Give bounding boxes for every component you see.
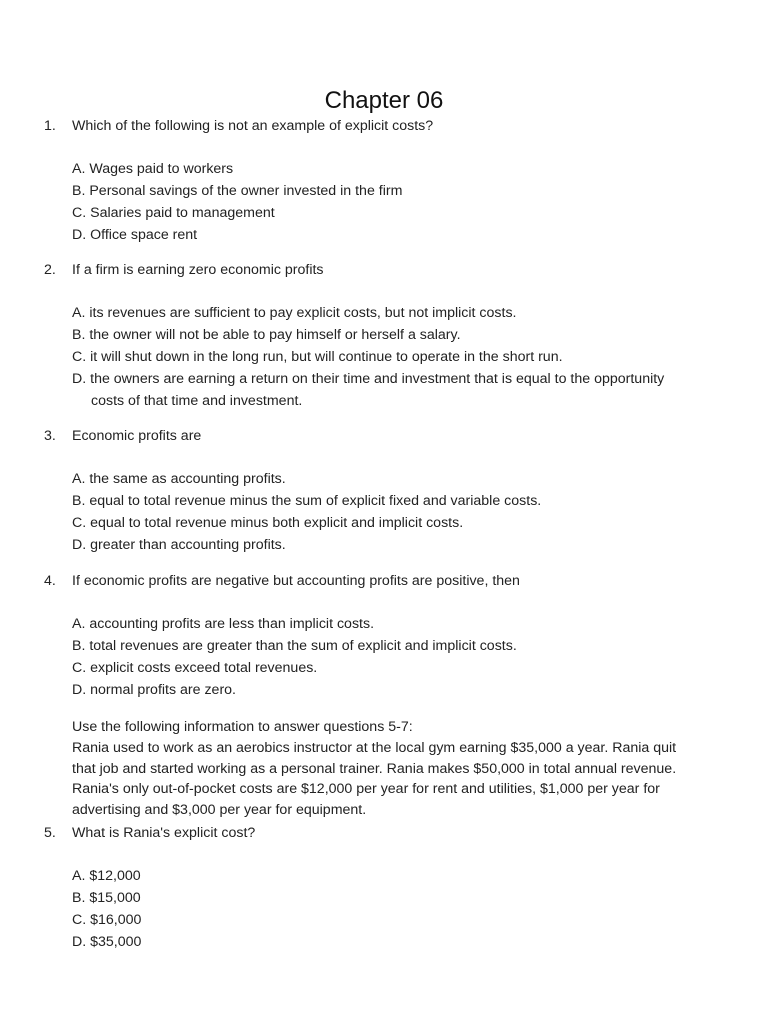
option-d: D. normal profits are zero. — [72, 682, 237, 698]
option-b: B. Personal savings of the owner invested in the firm — [72, 183, 403, 199]
option-d — [0, 368, 712, 412]
info-line: advertising and $3,000 per year for equipment. — [72, 802, 367, 819]
option-a: A. its revenues are sufficient to pay explicit costs, but not implicit costs. — [72, 305, 517, 321]
option-a: A. accounting profits are less than implicit costs. — [72, 616, 375, 632]
question-number: 2. — [44, 262, 56, 278]
option-a: A. $12,000 — [72, 868, 141, 884]
info-line: that job and started working as a personal trainer. Rania makes $50,000 in total annual revenue. — [72, 760, 677, 777]
option-d: D. Office space rent — [72, 227, 198, 243]
answer-options — [0, 158, 768, 246]
info-line: Rania's only out-of-pocket costs are $12,000 per year for rent and utilities, $1,000 per year for — [72, 781, 660, 798]
question-number: 1. — [44, 118, 56, 134]
question-number: 3. — [44, 428, 56, 444]
question-text: Economic profits are — [72, 428, 202, 444]
option-b: B. equal to total revenue minus the sum of explicit fixed and variable costs. — [72, 493, 542, 509]
option-b: B. $15,000 — [72, 890, 141, 906]
option-b: B. the owner will not be able to pay himself or herself a salary. — [72, 327, 461, 343]
option-d-continued: costs of that time and investment. — [91, 393, 303, 409]
option-d-text: D. the owners are earning a return on their time and investment that is equal to the opportunity — [72, 371, 665, 387]
answer-options — [0, 613, 768, 701]
question-text: If a firm is earning zero economic profits — [72, 262, 324, 278]
option-b: B. total revenues are greater than the sum of explicit and implicit costs. — [72, 638, 517, 654]
question-text: If economic profits are negative but accounting profits are positive, then — [72, 573, 520, 589]
option-c: C. Salaries paid to management — [72, 205, 275, 221]
answer-options — [0, 865, 768, 953]
option-c: C. equal to total revenue minus both explicit and implicit costs. — [72, 515, 464, 531]
info-intro: Use the following information to answer questions 5-7: — [72, 719, 413, 735]
question-5 — [0, 823, 768, 953]
page-title: Chapter 06 — [324, 87, 444, 114]
option-d: D. greater than accounting profits. — [72, 537, 286, 553]
question-1 — [0, 116, 768, 246]
option-c: C. explicit costs exceed total revenues. — [72, 660, 318, 676]
option-a: A. the same as accounting profits. — [72, 471, 286, 487]
scenario-info — [72, 717, 722, 821]
question-number: 4. — [44, 573, 56, 589]
question-text: Which of the following is not an example of explicit costs? — [72, 118, 434, 134]
option-c: C. $16,000 — [72, 912, 142, 928]
question-4 — [0, 571, 768, 701]
question-2 — [0, 260, 768, 412]
answer-options — [0, 302, 768, 412]
question-3 — [0, 426, 768, 556]
option-c: C. it will shut down in the long run, but will continue to operate in the short run. — [72, 349, 563, 365]
question-number: 5. — [44, 825, 56, 841]
question-text: What is Rania's explicit cost? — [72, 825, 256, 841]
option-a: A. Wages paid to workers — [72, 161, 234, 177]
answer-options — [0, 468, 768, 556]
option-d: D. $35,000 — [72, 934, 142, 950]
info-line: Rania used to work as an aerobics instructor at the local gym earning $35,000 a year. Rania quit — [72, 739, 677, 756]
